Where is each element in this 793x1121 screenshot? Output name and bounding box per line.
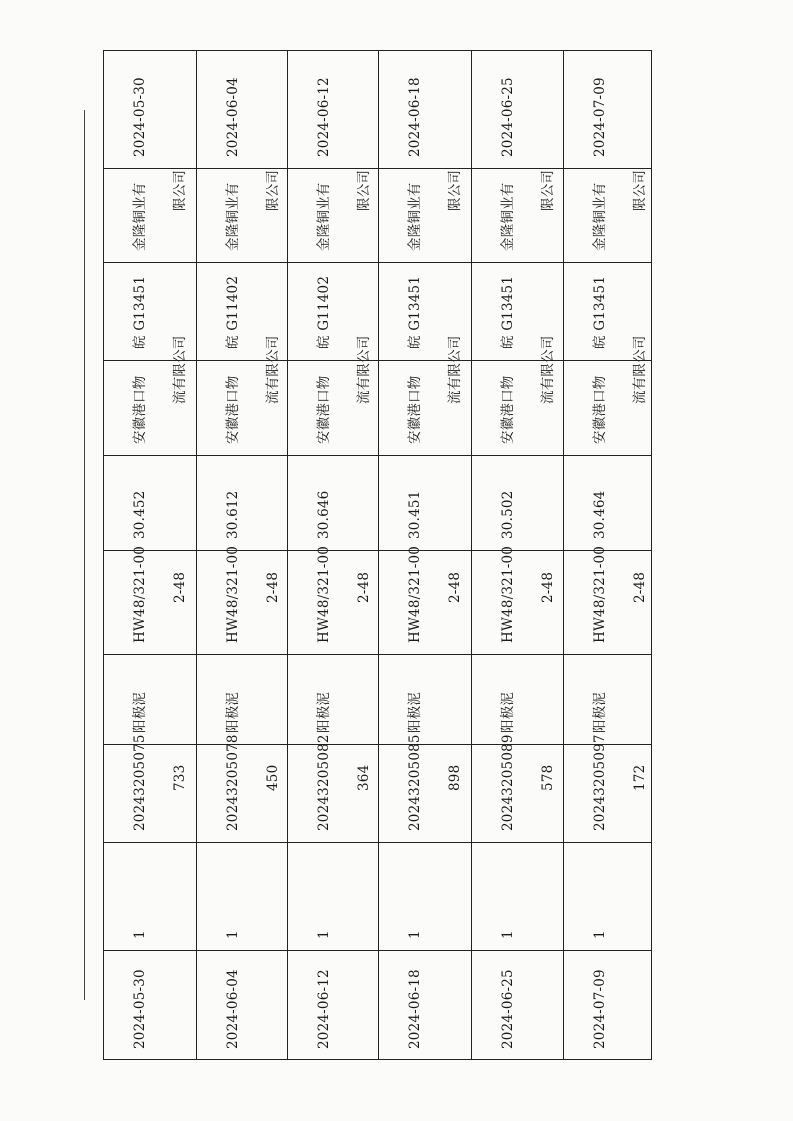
cell-text: 2024-06-04	[225, 77, 241, 157]
cell-text: 30.464	[592, 490, 608, 539]
cell-text: 安徽港口物	[500, 375, 516, 444]
cell-waste-code	[472, 545, 564, 655]
cell-manifest-no	[472, 734, 564, 843]
cell-quantity	[197, 843, 288, 951]
cell-text: 20243205089	[500, 734, 516, 831]
cell-waste-code	[564, 545, 653, 655]
cell-text: 20243205075	[132, 734, 148, 831]
cell-text: 578	[540, 764, 556, 791]
cell-date-received	[288, 951, 379, 1061]
cell-manifest-no	[379, 734, 472, 843]
cell-text: 1	[407, 930, 423, 939]
cell-manifest-no	[288, 734, 379, 843]
cell-text: 1	[592, 930, 608, 939]
cell-text: 1	[500, 930, 516, 939]
cell-text: 2024-06-18	[407, 77, 423, 157]
cell-text: 流有限公司	[356, 335, 372, 404]
cell-text: 1	[225, 930, 241, 939]
cell-text: 2-48	[356, 571, 372, 603]
cell-date-shipped	[564, 51, 653, 169]
cell-text: 金隆铜业有	[316, 182, 332, 251]
cell-text: 450	[265, 764, 281, 791]
cell-text: 皖 G13451	[592, 275, 608, 349]
cell-manifest-no	[197, 734, 288, 843]
cell-carrier	[472, 335, 564, 456]
cell-text: 20243205082	[316, 734, 332, 831]
cell-waste-code	[197, 545, 288, 655]
cell-date-received	[472, 951, 564, 1061]
cell-receiver	[197, 169, 288, 263]
cell-text: 30.646	[316, 490, 332, 539]
margin-rule	[84, 110, 85, 1000]
cell-text: 阳极泥	[592, 691, 608, 733]
cell-date-shipped	[197, 51, 288, 169]
cell-waste-code	[104, 545, 197, 655]
cell-text: HW48/321-00	[592, 545, 608, 643]
cell-date-shipped	[104, 51, 197, 169]
cell-receiver	[104, 169, 197, 263]
cell-text: 2024-06-12	[316, 969, 332, 1049]
cell-receiver	[564, 169, 653, 263]
cell-text: 2024-06-12	[316, 77, 332, 157]
cell-text: 2-48	[447, 571, 463, 603]
cell-receiver	[472, 169, 564, 263]
cell-text: 2-48	[540, 571, 556, 603]
cell-text: 2024-07-09	[592, 77, 608, 157]
cell-text: 皖 G11402	[316, 275, 332, 349]
cell-date-received	[379, 951, 472, 1061]
cell-date-shipped	[472, 51, 564, 169]
cell-waste-name	[197, 655, 288, 745]
cell-manifest-no	[564, 734, 653, 843]
cell-text: HW48/321-00	[225, 545, 241, 643]
cell-weight	[472, 456, 564, 551]
cell-waste-name	[104, 655, 197, 745]
cell-text: 20243205078	[225, 734, 241, 831]
cell-text: 阳极泥	[407, 691, 423, 733]
cell-text: 20243205085	[407, 734, 423, 831]
cell-date-received	[104, 951, 197, 1061]
cell-text: 30.502	[500, 490, 516, 539]
cell-quantity	[104, 843, 197, 951]
cell-date-shipped	[379, 51, 472, 169]
cell-text: 皖 G13451	[132, 275, 148, 349]
cell-text: HW48/321-00	[407, 545, 423, 643]
cell-text: 皖 G13451	[500, 275, 516, 349]
cell-text: 1	[316, 930, 332, 939]
cell-text: 30.452	[132, 490, 148, 539]
cell-text: 限公司	[356, 169, 372, 211]
cell-carrier	[197, 335, 288, 456]
cell-text: 流有限公司	[172, 335, 188, 404]
cell-carrier	[104, 335, 197, 456]
cell-text: 流有限公司	[447, 335, 463, 404]
cell-text: 阳极泥	[225, 691, 241, 733]
cell-text: 皖 G11402	[225, 275, 241, 349]
cell-text: 安徽港口物	[225, 375, 241, 444]
cell-text: 阳极泥	[132, 691, 148, 733]
cell-quantity	[472, 843, 564, 951]
cell-text: 限公司	[632, 169, 648, 211]
cell-text: 限公司	[265, 169, 281, 211]
cell-text: 30.612	[225, 490, 241, 539]
cell-text: 2024-06-04	[225, 969, 241, 1049]
cell-waste-code	[288, 545, 379, 655]
cell-text: 2-48	[265, 571, 281, 603]
cell-text: 2-48	[632, 571, 648, 603]
cell-text: 安徽港口物	[132, 375, 148, 444]
waste-transfer-table	[103, 50, 652, 1060]
cell-quantity	[564, 843, 653, 951]
cell-manifest-no	[104, 734, 197, 843]
cell-text: 限公司	[172, 169, 188, 211]
cell-text: 172	[632, 764, 648, 791]
cell-date-received	[197, 951, 288, 1061]
cell-carrier	[564, 335, 653, 456]
cell-text: 金隆铜业有	[225, 182, 241, 251]
cell-text: 流有限公司	[632, 335, 648, 404]
cell-date-shipped	[288, 51, 379, 169]
cell-text: HW48/321-00	[500, 545, 516, 643]
cell-carrier	[379, 335, 472, 456]
cell-text: 2024-06-18	[407, 969, 423, 1049]
cell-text: 安徽港口物	[316, 375, 332, 444]
cell-text: 流有限公司	[540, 335, 556, 404]
cell-waste-name	[564, 655, 653, 745]
cell-text: HW48/321-00	[132, 545, 148, 643]
cell-text: 安徽港口物	[592, 375, 608, 444]
cell-text: 金隆铜业有	[500, 182, 516, 251]
cell-weight	[104, 456, 197, 551]
cell-text: 733	[172, 764, 188, 791]
cell-carrier	[288, 335, 379, 456]
cell-text: 流有限公司	[265, 335, 281, 404]
cell-text: 阳极泥	[500, 691, 516, 733]
cell-text: 2024-05-30	[132, 77, 148, 157]
cell-receiver	[288, 169, 379, 263]
cell-text: 2024-06-25	[500, 969, 516, 1049]
cell-text: 安徽港口物	[407, 375, 423, 444]
cell-waste-code	[379, 545, 472, 655]
cell-text: 金隆铜业有	[592, 182, 608, 251]
cell-text: 1	[132, 930, 148, 939]
cell-text: HW48/321-00	[316, 545, 332, 643]
cell-weight	[197, 456, 288, 551]
cell-text: 皖 G13451	[407, 275, 423, 349]
cell-text: 2024-06-25	[500, 77, 516, 157]
cell-text: 364	[356, 764, 372, 791]
cell-quantity	[379, 843, 472, 951]
cell-text: 限公司	[540, 169, 556, 211]
cell-waste-name	[379, 655, 472, 745]
cell-date-received	[564, 951, 653, 1061]
cell-weight	[564, 456, 653, 551]
cell-text: 金隆铜业有	[407, 182, 423, 251]
cell-text: 2-48	[172, 571, 188, 603]
cell-text: 限公司	[447, 169, 463, 211]
cell-receiver	[379, 169, 472, 263]
cell-weight	[379, 456, 472, 551]
cell-waste-name	[472, 655, 564, 745]
cell-text: 30.451	[407, 490, 423, 539]
cell-text: 金隆铜业有	[132, 182, 148, 251]
cell-weight	[288, 456, 379, 551]
cell-text: 2024-07-09	[592, 969, 608, 1049]
cell-quantity	[288, 843, 379, 951]
cell-text: 898	[447, 764, 463, 791]
cell-waste-name	[288, 655, 379, 745]
cell-text: 20243205097	[592, 734, 608, 831]
cell-text: 2024-05-30	[132, 969, 148, 1049]
cell-text: 阳极泥	[316, 691, 332, 733]
